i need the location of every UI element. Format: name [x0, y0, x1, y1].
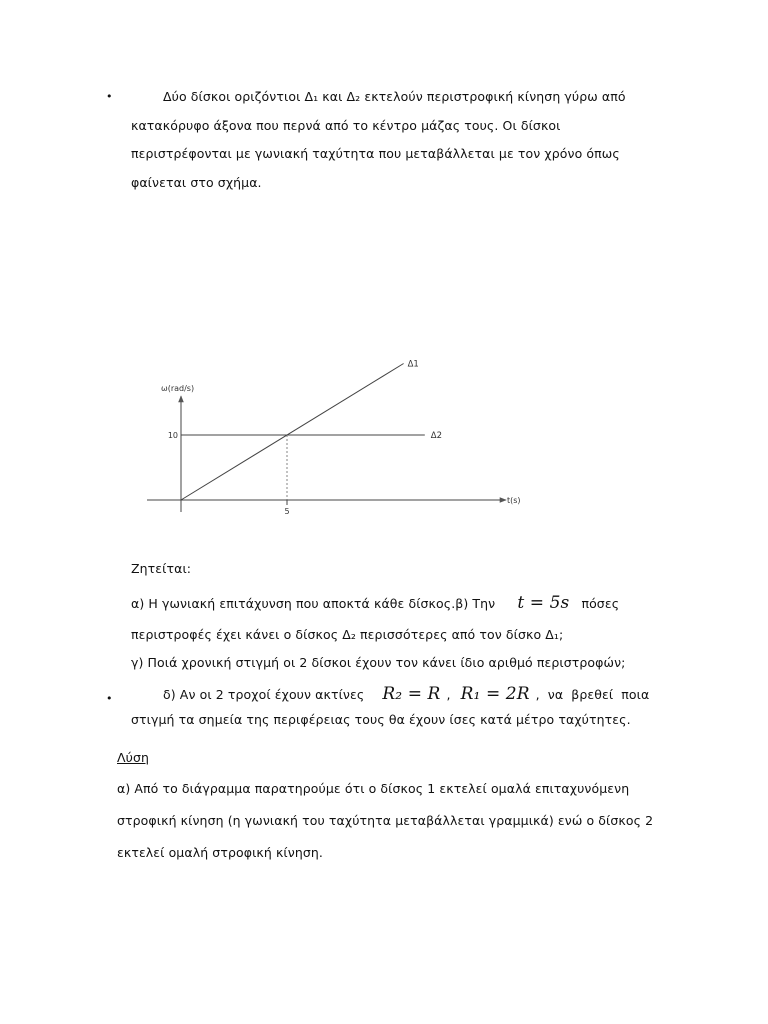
- solution-line-2: στροφική κίνηση (η γωνιακή του ταχύτητα μεταβάλλεται γραμμικά) ενώ ο δίσκος 2: [117, 813, 654, 828]
- question-a-line-1: [131, 593, 619, 613]
- x-tick-label: 5: [284, 507, 290, 516]
- question-d-comma-2: ,: [535, 687, 540, 702]
- question-heading: Ζητείται:: [131, 561, 192, 576]
- series-label-d2: Δ2: [430, 431, 443, 441]
- question-d-after: να βρεθεί ποια: [547, 687, 650, 702]
- solution-line-3: εκτελεί ομαλή στροφική κίνηση.: [117, 845, 323, 860]
- question-a-math: t = 5s: [517, 593, 570, 613]
- solution-line-1: α) Από το διάγραμμα παρατηρούμε ότι ο δίσκος 1 εκτελεί ομαλά επιταχυνόμενη: [117, 781, 630, 796]
- intro-line-1: Δύο δίσκοι οριζόντιοι Δ₁ και Δ₂ εκτελούν περιστροφική κίνηση γύρω από: [163, 89, 626, 104]
- list-bullet: •: [106, 90, 113, 103]
- question-d-line-2: στιγμή τα σημεία της περιφέρειας τους θα έχουν ίσες κατά μέτρο ταχύτητες.: [131, 712, 631, 727]
- intro-line-4: φαίνεται στο σχήμα.: [131, 175, 262, 190]
- question-a-line-2: περιστροφές έχει κάνει ο δίσκος Δ₂ περισσότερες από τον δίσκο Δ₁;: [131, 627, 564, 642]
- question-a-text: α) Η γωνιακή επιτάχυνση που αποκτά κάθε δίσκος.β) Την: [131, 596, 496, 611]
- question-d-line-1: [163, 684, 649, 704]
- series-line-d1: [181, 364, 404, 501]
- solution-heading: Λύση: [117, 750, 150, 765]
- question-a-after: πόσες: [581, 596, 620, 611]
- x-axis-label: t(s): [507, 496, 521, 505]
- series-label-d1: Δ1: [407, 359, 419, 370]
- intro-line-2: κατακόρυφο άξονα που περνά από το κέντρο μάζας τους. Οι δίσκοι: [131, 118, 561, 133]
- question-d-text: δ) Αν οι 2 τροχοί έχουν ακτίνες: [163, 687, 365, 702]
- question-d-math-2: R₁ = 2R: [460, 684, 530, 704]
- question-d-math-1: R₂ = R: [382, 684, 441, 704]
- intro-line-3: περιστρέφονται με γωνιακή ταχύτητα που μεταβάλλεται με τον χρόνο όπως: [131, 146, 620, 161]
- y-axis-label: ω(rad/s): [161, 384, 195, 393]
- list-bullet: •: [106, 692, 113, 705]
- y-tick-label: 10: [167, 431, 178, 440]
- question-d-comma-1: ,: [446, 687, 451, 702]
- question-c-line: γ) Ποιά χρονική στιγμή οι 2 δίσκοι έχουν τον κάνει ίδιο αριθμό περιστροφών;: [131, 655, 626, 670]
